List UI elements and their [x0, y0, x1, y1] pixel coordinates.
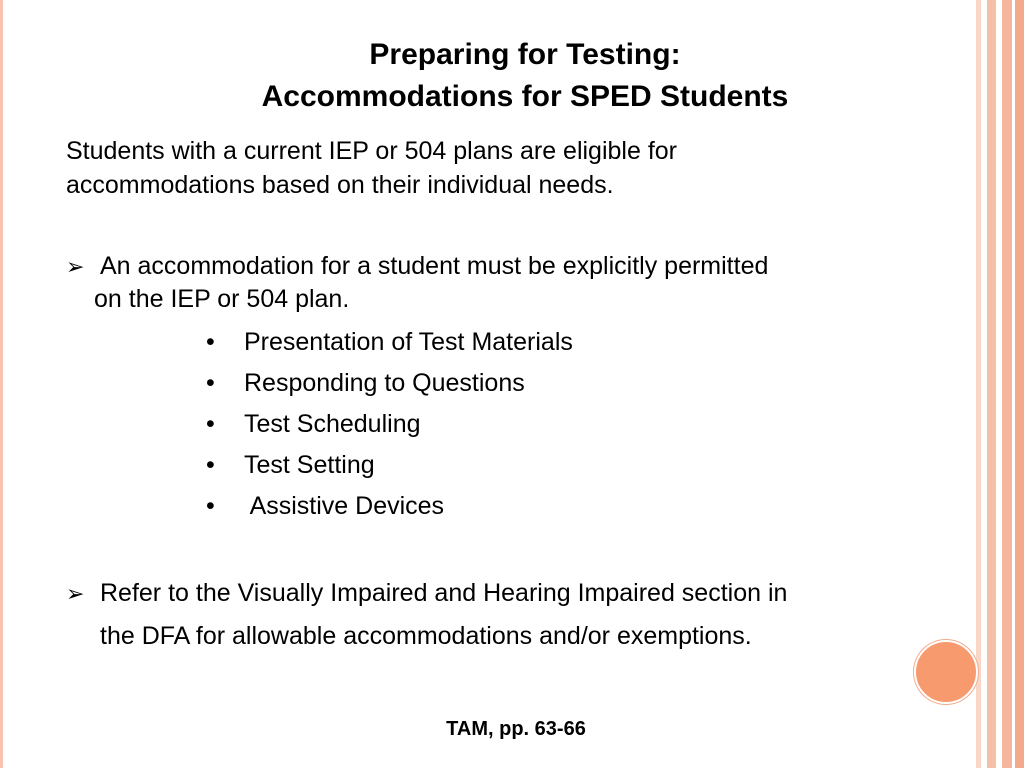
slide-title — [120, 34, 930, 118]
bullet-refer — [66, 572, 986, 657]
left-border — [0, 0, 3, 768]
bullet-dot-icon: • — [206, 369, 215, 397]
arrow-bullet-icon: ➢ — [66, 254, 85, 279]
footer-reference: TAM, pp. 63-66 — [446, 718, 586, 740]
title-line-2: Accommodations for SPED Students — [261, 80, 789, 113]
accommodation-categories-list — [206, 322, 806, 527]
intro-line-1: Students with a current IEP or 504 plans are eligible for — [66, 137, 677, 165]
bullet2-line-1: Refer to the Visually Impaired and Hearing Impaired section in — [100, 579, 788, 607]
list-item: • Assistive Devices — [206, 486, 806, 527]
bullet2-line-2: the DFA for allowable accommodations and/or exemptions. — [100, 622, 752, 650]
intro-line-2: accommodations based on their individual needs. — [66, 171, 614, 199]
list-item: • Test Scheduling — [206, 404, 806, 445]
bullet-dot-icon: • — [206, 451, 215, 479]
list-item: • Test Setting — [206, 445, 806, 486]
decorative-circle — [914, 640, 978, 704]
arrow-bullet-icon: ➢ — [66, 581, 85, 606]
bullet-dot-icon: • — [206, 410, 215, 438]
list-item: • Presentation of Test Materials — [206, 322, 806, 363]
bullet1-line-2: on the IEP or 504 plan. — [94, 285, 350, 313]
bullet-dot-icon: • — [206, 492, 215, 520]
list-item: • Responding to Questions — [206, 363, 806, 404]
title-line-1: Preparing for Testing: — [369, 38, 681, 71]
bullet-accommodation — [66, 250, 966, 316]
bullet1-line-1: An accommodation for a student must be explicitly permitted — [100, 252, 769, 280]
intro-paragraph — [66, 134, 926, 202]
bullet-dot-icon: • — [206, 328, 215, 356]
